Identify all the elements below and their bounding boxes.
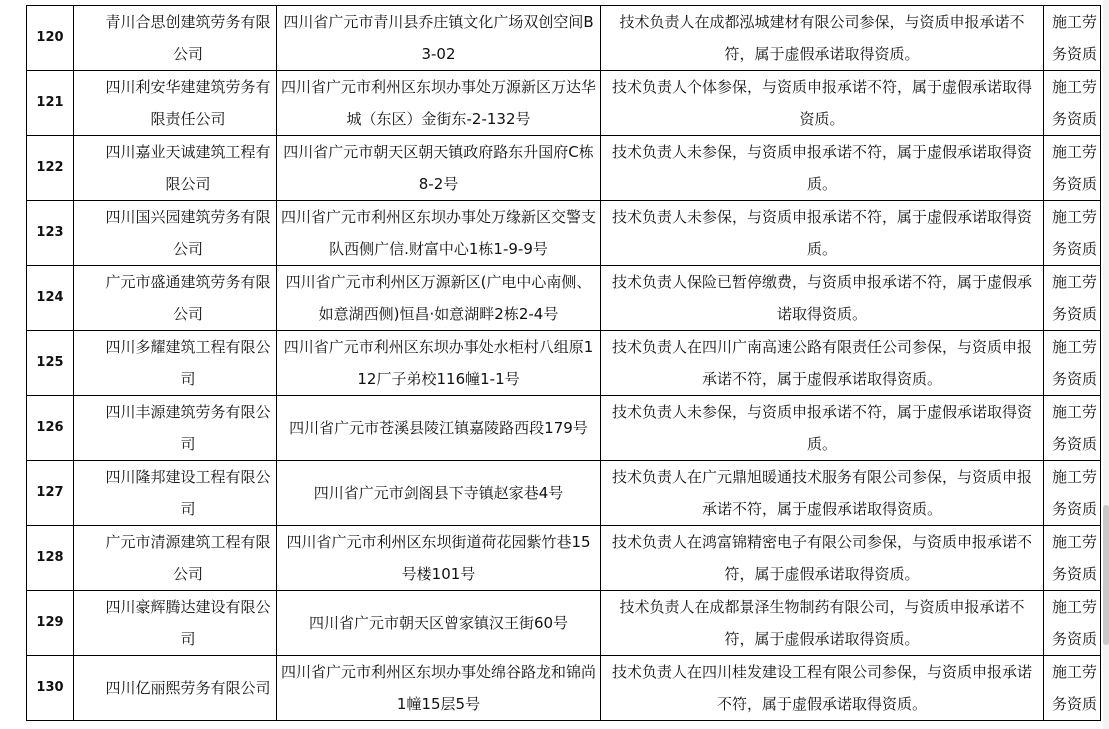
- qualification-type: 施工劳务资质: [1052, 273, 1098, 323]
- violation-reason: 技术负责人保险已暂停缴费，与资质申报承诺不符，属于虚假承诺取得资质。: [611, 273, 1032, 323]
- company-name-cell: [74, 331, 277, 395]
- company-address-cell: [277, 396, 601, 460]
- violation-reason-cell: [601, 136, 1044, 200]
- table-row: [26, 6, 1101, 71]
- company-name: 广元市盛通建筑劳务有限公司: [105, 273, 271, 323]
- row-number-cell: [26, 201, 74, 265]
- row-number: 127: [36, 485, 64, 500]
- qualification-type: 施工劳务资质: [1052, 598, 1098, 648]
- company-address: 四川省广元市利州区东坝办事处水柜村八组原112厂子弟校116幢1-1号: [283, 338, 594, 388]
- table-row: [26, 266, 1101, 331]
- company-name: 广元市清源建筑工程有限公司: [105, 533, 271, 583]
- company-address-cell: [277, 591, 601, 655]
- qualification-type: 施工劳务资质: [1052, 338, 1098, 388]
- company-address: 四川省广元市利州区东坝办事处绵谷路龙和锦尚1幢15层5号: [281, 663, 597, 713]
- company-address-cell: [277, 461, 601, 525]
- qualification-type: 施工劳务资质: [1052, 208, 1098, 258]
- violation-reason: 技术负责人在成都景泽生物制药有限公司，与资质申报承诺不符，属于虚假承诺取得资质。: [619, 598, 1025, 648]
- company-address-cell: [277, 201, 601, 265]
- company-name-cell: [74, 656, 277, 720]
- qualification-type-cell: [1044, 656, 1101, 720]
- table-row: [26, 461, 1101, 526]
- qualification-type-cell: [1044, 461, 1101, 525]
- qualification-type: 施工劳务资质: [1052, 13, 1098, 63]
- table-row: [26, 136, 1101, 201]
- company-name: 四川亿丽熙劳务有限公司: [105, 679, 271, 697]
- violation-reason-cell: [601, 6, 1044, 70]
- company-name: 四川隆邦建设工程有限公司: [105, 468, 271, 518]
- company-address-cell: [277, 266, 601, 330]
- qualification-type-cell: [1044, 6, 1101, 70]
- table-row: [26, 331, 1101, 396]
- row-number-cell: [26, 71, 74, 135]
- company-address: 四川省广元市朝天区朝天镇政府路东升国府C栋8-2号: [283, 143, 594, 193]
- row-number-cell: [26, 526, 74, 590]
- company-address: 四川省广元市青川县乔庄镇文化广场双创空间B3-02: [283, 13, 594, 63]
- row-number-cell: [26, 591, 74, 655]
- company-address-cell: [277, 6, 601, 70]
- company-address: 四川省广元市利州区东坝办事处万缘新区交警支队西侧广信.财富中心1栋1-9-9号: [281, 208, 597, 258]
- row-number-cell: [26, 396, 74, 460]
- violation-reason: 技术负责人在四川广南高速公路有限责任公司参保，与资质申报承诺不符，属于虚假承诺取得资质。: [611, 338, 1032, 388]
- scrollbar-thumb[interactable]: [1103, 505, 1109, 645]
- violation-reason-cell: [601, 591, 1044, 655]
- row-number-cell: [26, 331, 74, 395]
- company-name: 四川丰源建筑劳务有限公司: [105, 403, 271, 453]
- company-name-cell: [74, 396, 277, 460]
- row-number: 123: [36, 225, 64, 240]
- company-name: 青川合思创建筑劳务有限公司: [105, 13, 271, 63]
- table-row: [26, 396, 1101, 461]
- qualification-type-cell: [1044, 201, 1101, 265]
- company-name-cell: [74, 6, 277, 70]
- violation-reason-cell: [601, 461, 1044, 525]
- violation-reason: 技术负责人在广元鼎旭暖通技术服务有限公司参保，与资质申报承诺不符，属于虚假承诺取得资质。: [611, 468, 1032, 518]
- company-address-cell: [277, 136, 601, 200]
- company-address-cell: [277, 656, 601, 720]
- company-address: 四川省广元市朝天区曾家镇汉王街60号: [308, 614, 569, 632]
- table-row: [26, 591, 1101, 656]
- row-number: 129: [36, 615, 64, 630]
- table-row: [26, 201, 1101, 266]
- company-name-cell: [74, 266, 277, 330]
- company-name-cell: [74, 526, 277, 590]
- company-name: 四川多耀建筑工程有限公司: [105, 338, 271, 388]
- row-number: 125: [36, 355, 64, 370]
- violation-reason-cell: [601, 266, 1044, 330]
- table-row: [26, 71, 1101, 136]
- violation-reason: 技术负责人个体参保，与资质申报承诺不符，属于虚假承诺取得资质。: [611, 78, 1032, 128]
- company-name-cell: [74, 461, 277, 525]
- qualification-type-cell: [1044, 266, 1101, 330]
- qualification-type: 施工劳务资质: [1052, 78, 1098, 128]
- violation-reason: 技术负责人在成都泓城建材有限公司参保，与资质申报承诺不符，属于虚假承诺取得资质。: [619, 13, 1025, 63]
- qualification-type: 施工劳务资质: [1052, 403, 1098, 453]
- company-name-cell: [74, 136, 277, 200]
- row-number: 122: [36, 160, 64, 175]
- violation-reason: 技术负责人在四川桂发建设工程有限公司参保，与资质申报承诺不符，属于虚假承诺取得资质。: [611, 663, 1032, 713]
- qualification-type-cell: [1044, 526, 1101, 590]
- qualification-type-cell: [1044, 136, 1101, 200]
- company-address-cell: [277, 71, 601, 135]
- violation-reason: 技术负责人在鸿富锦精密电子有限公司参保，与资质申报承诺不符，属于虚假承诺取得资质。: [611, 533, 1032, 583]
- row-number: 126: [36, 420, 64, 435]
- company-address: 四川省广元市利州区东坝办事处万源新区万达华城（东区）金街东-2-132号: [281, 78, 597, 128]
- violation-reason-cell: [601, 71, 1044, 135]
- company-name-cell: [74, 71, 277, 135]
- company-address: 四川省广元市剑阁县下寺镇赵家巷4号: [313, 484, 564, 502]
- vertical-scrollbar[interactable]: [1103, 0, 1109, 729]
- row-number: 128: [36, 550, 64, 565]
- qualification-type: 施工劳务资质: [1052, 143, 1098, 193]
- company-name: 四川嘉业天诚建筑工程有限公司: [105, 143, 271, 193]
- company-address: 四川省广元市苍溪县陵江镇嘉陵路西段179号: [289, 419, 588, 437]
- qualification-type: 施工劳务资质: [1052, 533, 1098, 583]
- violation-reason: 技术负责人未参保，与资质申报承诺不符，属于虚假承诺取得资质。: [611, 208, 1032, 258]
- qualification-type: 施工劳务资质: [1052, 468, 1098, 518]
- row-number: 120: [36, 30, 64, 45]
- qualification-type-cell: [1044, 396, 1101, 460]
- qualification-type: 施工劳务资质: [1052, 663, 1098, 713]
- company-address-cell: [277, 331, 601, 395]
- company-address-cell: [277, 526, 601, 590]
- company-name: 四川利安华建建筑劳务有限责任公司: [105, 78, 271, 128]
- company-address: 四川省广元市利州区东坝街道荷花园紫竹巷15号楼101号: [286, 533, 591, 583]
- company-address: 四川省广元市利州区万源新区(广电中心南侧、如意湖西侧)恒昌·如意湖畔2栋2-4号: [285, 273, 592, 323]
- qualification-type-cell: [1044, 591, 1101, 655]
- table-row: [26, 526, 1101, 591]
- violation-reason-cell: [601, 526, 1044, 590]
- company-name-cell: [74, 201, 277, 265]
- row-number: 121: [36, 95, 64, 110]
- qualification-type-cell: [1044, 71, 1101, 135]
- violation-reason-cell: [601, 396, 1044, 460]
- row-number: 130: [36, 680, 64, 695]
- table-row: [26, 656, 1101, 721]
- row-number-cell: [26, 461, 74, 525]
- qualification-type-cell: [1044, 331, 1101, 395]
- row-number-cell: [26, 6, 74, 70]
- violation-reason-cell: [601, 201, 1044, 265]
- row-number-cell: [26, 136, 74, 200]
- violation-reason-cell: [601, 331, 1044, 395]
- company-name: 四川国兴园建筑劳务有限公司: [105, 208, 271, 258]
- violation-reason: 技术负责人未参保，与资质申报承诺不符，属于虚假承诺取得资质。: [611, 403, 1032, 453]
- company-name-cell: [74, 591, 277, 655]
- violation-reason-cell: [601, 656, 1044, 720]
- row-number: 124: [36, 290, 64, 305]
- row-number-cell: [26, 266, 74, 330]
- company-name: 四川豪辉腾达建设有限公司: [105, 598, 271, 648]
- violation-reason: 技术负责人未参保，与资质申报承诺不符，属于虚假承诺取得资质。: [611, 143, 1032, 193]
- row-number-cell: [26, 656, 74, 720]
